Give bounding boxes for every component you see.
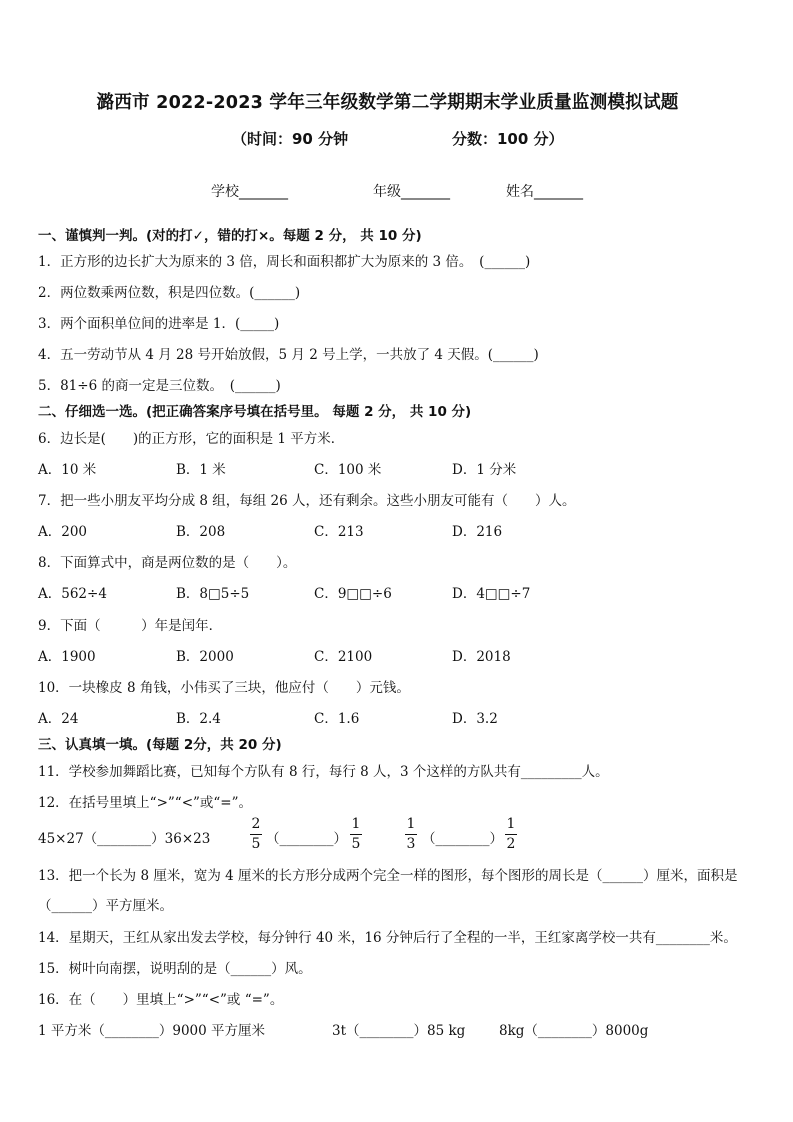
q16-compare-b: 3t（________）85 kg	[332, 1023, 466, 1039]
q10-option-a: A．24	[38, 711, 79, 727]
fraction-denominator: 2	[506, 836, 516, 852]
exam-score: 分数：100 分）	[452, 130, 564, 148]
question-2: 2．两位数乘两位数，积是四位数。(______)	[38, 285, 301, 301]
question-7: 7．把一些小朋友平均分成 8 组，每组 26 人，还有剩余。这些小朋友可能有（ ）人。	[38, 493, 576, 509]
q9-option-c: C．2100	[314, 649, 373, 665]
question-11: 11．学校参加舞蹈比赛，已知每个方队有 8 行，每行 8 人，3 个这样的方队共有_________人。	[38, 764, 609, 780]
q8-option-b: B．8□5÷5	[176, 586, 250, 602]
q8-option-d: D．4□□÷7	[452, 586, 531, 602]
q12-fraction-2-5	[250, 816, 262, 853]
question-13-line-2: （______）平方厘米。	[38, 898, 173, 914]
exam-time: （时间：90 分钟	[232, 130, 349, 148]
q12-compare-a: 45×27（________）36×23	[38, 831, 211, 847]
question-10: 10．一块橡皮 8 角钱，小伟买了三块，他应付（ ）元钱。	[38, 680, 410, 696]
fraction-denominator: 3	[406, 836, 416, 852]
q9-option-d: D．2018	[452, 649, 511, 665]
question-8: 8．下面算式中，商是两位数的是（ ）。	[38, 555, 297, 571]
q16-compare-c: 8kg（________）8000g	[499, 1023, 649, 1039]
fraction-numerator: 1	[406, 816, 416, 832]
fraction-bar	[405, 834, 417, 835]
fraction-bar	[250, 834, 262, 835]
q12-fraction-1-3	[405, 816, 417, 853]
question-1: 1．正方形的边长扩大为原来的 3 倍，周长和面积都扩大为原来的 3 倍。 (______)	[38, 254, 531, 270]
question-9: 9．下面（ ）年是闰年．	[38, 618, 223, 634]
fraction-numerator: 1	[506, 816, 516, 832]
q7-option-b: B．208	[176, 524, 226, 540]
question-16: 16．在（ ）里填上“>”“<”或 “=”。	[38, 992, 284, 1008]
question-6: 6．边长是( )的正方形，它的面积是 1 平方米．	[38, 431, 345, 447]
fraction-bar	[350, 834, 362, 835]
q10-option-c: C．1.6	[314, 711, 360, 727]
q12-blank-b: （________）	[266, 831, 347, 847]
q6-option-b: B．1 米	[176, 462, 226, 478]
question-13-line-1: 13．把一个长为 8 厘米，宽为 4 厘米的长方形分成两个完全一样的图形，每个图形的周长是（______）厘米，面积是	[38, 868, 738, 884]
q12-fraction-1-5	[350, 816, 362, 853]
q6-option-a: A．10 米	[38, 462, 97, 478]
question-3: 3．两个面积单位间的进率是 1．(_____)	[38, 316, 280, 332]
fraction-numerator: 2	[251, 816, 261, 832]
q12-blank-c: （________）	[422, 831, 503, 847]
section-3-heading: 三、认真填一填。(每题 2分，共 20 分)	[38, 737, 282, 753]
q10-option-d: D．3.2	[452, 711, 498, 727]
q8-option-c: C．9□□÷6	[314, 586, 392, 602]
fraction-denominator: 5	[251, 836, 261, 852]
page-title: 潞西市 2022-2023 学年三年级数学第二学期期末学业质量监测模拟试题	[96, 92, 679, 113]
q10-option-b: B．2.4	[176, 711, 221, 727]
q7-option-a: A．200	[38, 524, 88, 540]
section-1-heading: 一、谨慎判一判。(对的打✓，错的打×。每题 2 分， 共 10 分)	[38, 228, 422, 244]
q7-option-c: C．213	[314, 524, 364, 540]
q8-option-a: A．562÷4	[38, 586, 107, 602]
q16-compare-a: 1 平方米（________）9000 平方厘米	[38, 1023, 266, 1039]
school-field[interactable]: 学校_______	[211, 184, 288, 200]
question-14: 14．星期天，王红从家出发去学校，每分钟行 40 米，16 分钟后行了全程的一半，王红家离学校一共有________米。	[38, 930, 737, 946]
name-field[interactable]: 姓名_______	[506, 184, 583, 200]
q9-option-a: A．1900	[38, 649, 96, 665]
question-12: 12．在括号里填上“>”“<”或“=”。	[38, 795, 253, 811]
grade-field[interactable]: 年级_______	[373, 184, 450, 200]
fraction-numerator: 1	[351, 816, 361, 832]
question-4: 4．五一劳动节从 4 月 28 号开始放假，5 月 2 号上学，一共放了 4 天假。(______)	[38, 347, 539, 363]
fraction-denominator: 5	[351, 836, 361, 852]
section-2-heading: 二、仔细选一选。(把正确答案序号填在括号里。 每题 2 分， 共 10 分)	[38, 404, 472, 420]
question-15: 15．树叶向南摆，说明刮的是（______）风。	[38, 961, 312, 977]
question-5: 5．81÷6 的商一定是三位数。 (______)	[38, 378, 281, 394]
fraction-bar	[505, 834, 517, 835]
q9-option-b: B．2000	[176, 649, 234, 665]
q7-option-d: D．216	[452, 524, 503, 540]
q12-fraction-1-2	[505, 816, 517, 853]
q6-option-d: D．1 分米	[452, 462, 517, 478]
q6-option-c: C．100 米	[314, 462, 382, 478]
